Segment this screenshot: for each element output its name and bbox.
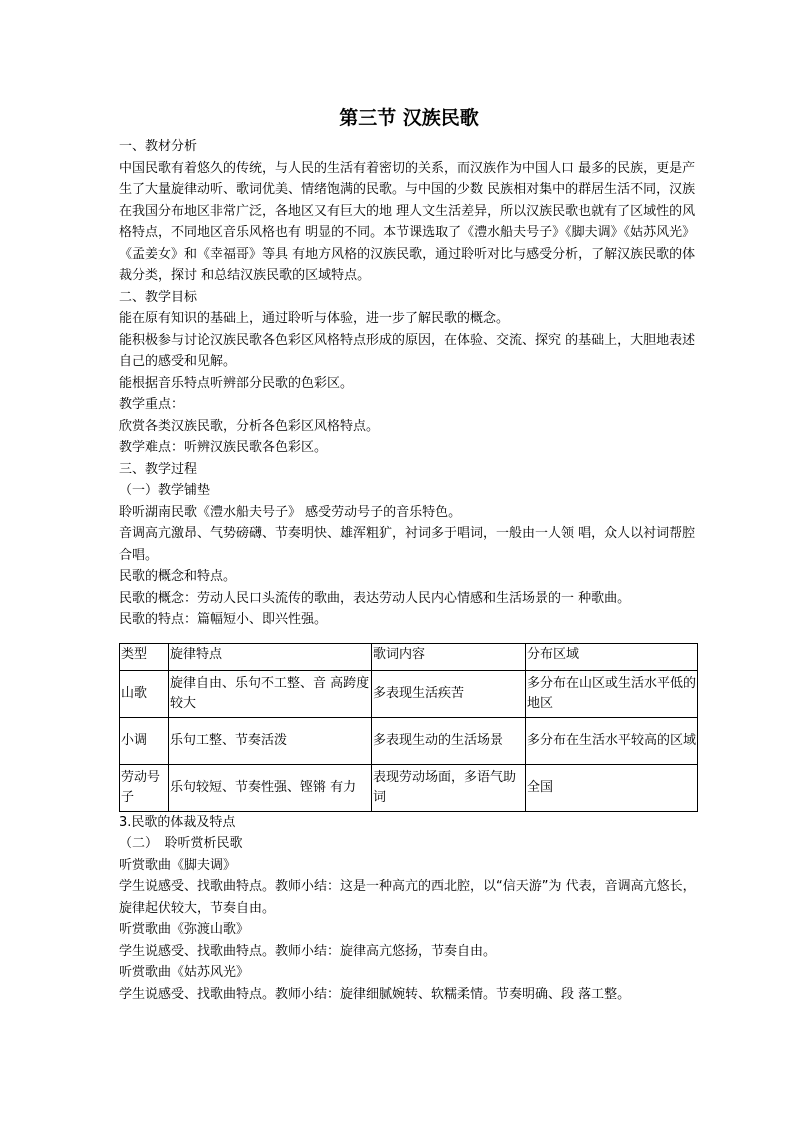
- key-point-label: 教学重点：: [119, 397, 185, 412]
- subheading-preparation: （一）教学铺垫: [119, 483, 211, 498]
- goal-item-1: 能在原有知识的基础上，通过聆听与体验，进一步了解民歌的概念。: [119, 311, 510, 326]
- key-point-text: 欣赏各类汉族民歌，分析各色彩区风格特点。: [119, 418, 380, 434]
- table-row: [120, 717, 698, 764]
- folk-song-concept: 民歌的概念：劳动人民口头流传的歌曲，表达劳动人民内心情感和生活场景的一 种歌曲。: [119, 590, 631, 606]
- heading-teaching-process: 三、教学过程: [119, 461, 198, 477]
- table-header-cell: 旋律特点: [169, 643, 372, 670]
- table-cell: 劳动号子: [120, 764, 169, 811]
- section-after-table: [119, 812, 699, 1006]
- table-cell: 多表现生活疾苦: [372, 670, 526, 717]
- goal-item-3: 能根据音乐特点听辨部分民歌的色彩区。: [119, 375, 354, 391]
- table-cell: 小调: [120, 717, 169, 764]
- table-header-cell: 分布区域: [526, 643, 698, 670]
- table-cell: 多表现生动的生活场景: [372, 717, 526, 764]
- difficulty-text: 教学难点：听辨汉族民歌各色彩区。: [119, 440, 328, 455]
- table-row: [120, 764, 698, 811]
- jiaofu-summary: 学生说感受、找歌曲特点。教师小结：这是一种高亢的西北腔，以“信天游”为 代表，音调高亢悠长，旋律起伏较大，节奏自由。: [119, 879, 696, 916]
- document-title: 第三节 汉族民歌: [339, 107, 479, 129]
- goal-item-2: 能积极参与讨论汉族民歌各色彩区风格特点形成的原因，在体验、交流、探究 的基础上，大胆地表述自己的感受和见解。: [119, 332, 696, 369]
- table-cell: 旋律自由、乐句不工整、音 高跨度较大: [169, 670, 372, 717]
- gusu-summary: 学生说感受、找歌曲特点。教师小结：旋律细腻婉转、软糯柔情。节奏明确、段 落工整。: [119, 986, 631, 1002]
- lishui-description: 音调高亢激昂、气势磅礴、节奏明快、雄浑粗犷，衬词多于唱词，一般由一人领 唱，众人以衬词帮腔合唱。: [119, 526, 696, 563]
- folk-song-features: 民歌的特点：篇幅短小、即兴性强。: [119, 612, 328, 627]
- midu-summary: 学生说感受、找歌曲特点。教师小结：旋律高亢悠扬，节奏自由。: [119, 943, 497, 959]
- paragraph-material-analysis: 中国民歌有着悠久的传统，与人民的生活有着密切的关系，而汉族作为中国人口 最多的民族，更是产生了大量旋律动听、歌词优美、情绪饱满的民歌。与中国的少数 民族相对集中的群居生活不同，汉族在我国分布地区非常广泛，各地区又有巨大的地 理人文生活差异，所以汉族民歌也就有了区域性的风格特点，不同地区音乐风格也有 明显的不同。本节课选取了《澧水船夫号子》《脚夫调》《姑苏风光》《孟姜女》和《幸福哥》等具 有地方风格的汉族民歌，通过聆听对比与感受分析，了解汉族民歌的体裁分类，探讨 和总结汉族民歌的区域特点。: [119, 160, 696, 283]
- table-cell: 山歌: [120, 670, 169, 717]
- table-cell: 多分布在生活水平较高的区域: [526, 717, 698, 764]
- table-row: [120, 670, 698, 717]
- table-cell: 乐句工整、节奏活泼: [169, 717, 372, 764]
- document-page: [119, 104, 699, 1005]
- heading-teaching-goals: 二、教学目标: [119, 289, 198, 305]
- table-cell: 多分布在山区或生活水平低的地区: [526, 670, 698, 717]
- genre-heading: 3.民歌的体裁及特点: [119, 814, 236, 830]
- table-cell: 乐句较短、节奏性强、铿锵 有力: [169, 764, 372, 811]
- listen-lishui-song: 聆听湖南民歌《澧水船夫号子》 感受劳动号子的音乐特色。: [119, 504, 462, 520]
- section-before-table: [119, 136, 699, 631]
- table-header-cell: 类型: [120, 643, 169, 670]
- table-header-cell: 歌词内容: [372, 643, 526, 670]
- genre-table: [119, 643, 698, 812]
- listen-midu: 听赏歌曲《弥渡山歌》: [119, 922, 250, 937]
- table-cell: 全国: [526, 764, 698, 811]
- folk-song-concept-heading: 民歌的概念和特点。: [119, 569, 237, 584]
- heading-material-analysis: 一、教材分析: [119, 139, 198, 154]
- listen-gusu: 听赏歌曲《姑苏风光》: [119, 965, 250, 980]
- subheading-listening: （二） 聆听赏析民歌: [119, 836, 243, 851]
- table-cell: 表现劳动场面，多语气助词: [372, 764, 526, 811]
- listen-jiaofu: 听赏歌曲《脚夫调》: [119, 857, 237, 873]
- table-header-row: [120, 643, 698, 670]
